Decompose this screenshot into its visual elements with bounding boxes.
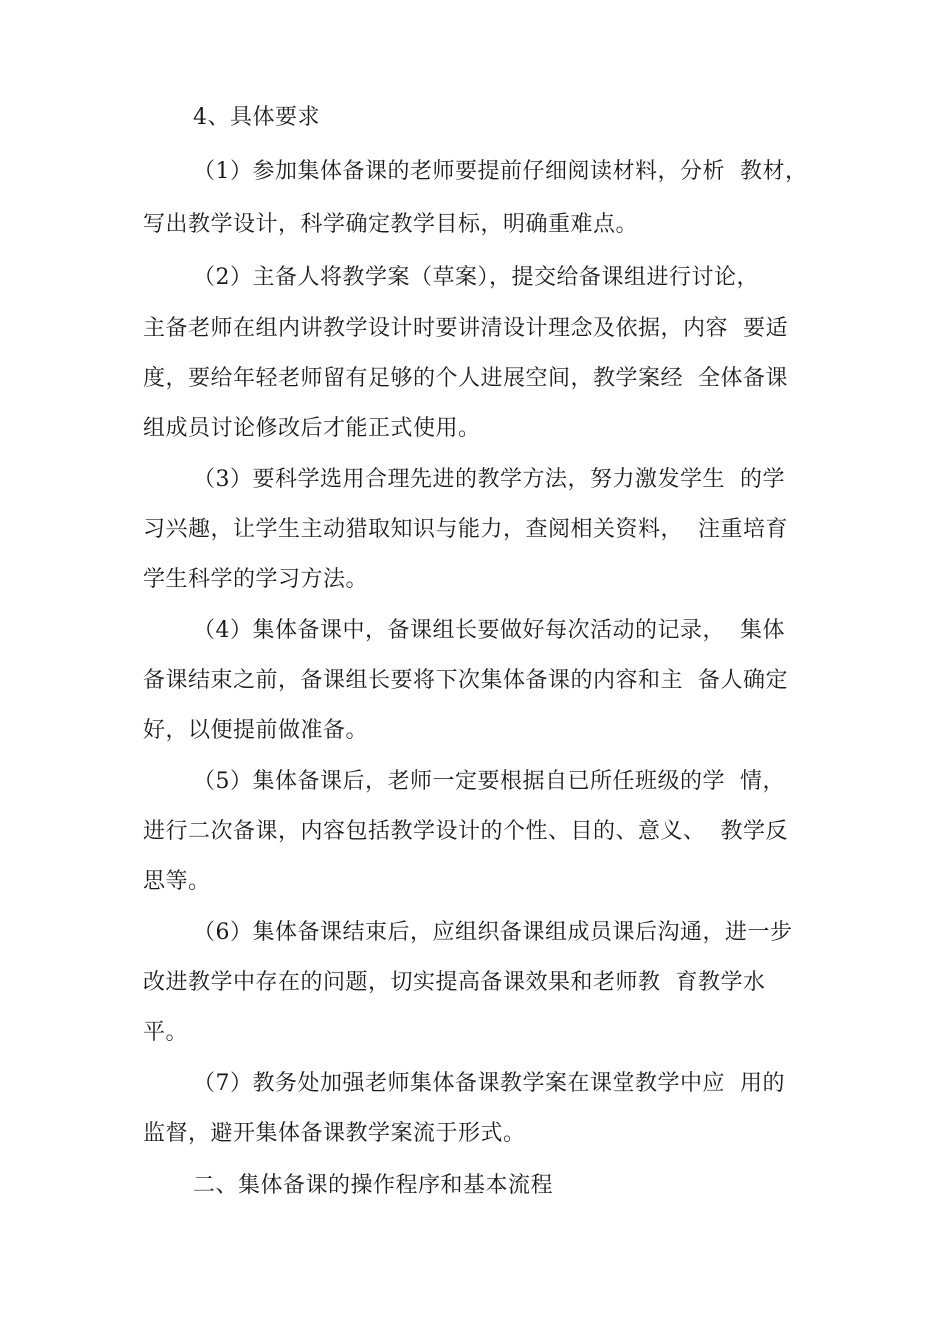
item-5-line-1: （5）集体备课后，老师一定要根据自已所任班级的学 情， xyxy=(193,769,785,794)
item-6-line-1: （6）集体备课结束后，应组织备课组成员课后沟通，进一步 xyxy=(193,920,793,945)
item-5-line-2: 进行二次备课，内容包括教学设计的个性、目的、意义、 教学反 xyxy=(143,819,788,844)
item-1-line-1: （1）参加集体备课的老师要提前仔细阅读材料，分析 教材， xyxy=(193,159,808,184)
item-6-line-3: 平。 xyxy=(143,1020,189,1045)
item-6-line-2: 改进教学中存在的问题，切实提高备课效果和老师教 育教学水 xyxy=(143,970,766,995)
item-2-line-2: 主备老师在组内讲教学设计时要讲清设计理念及依据，内容 要适 xyxy=(143,316,788,341)
item-5-line-3: 思等。 xyxy=(143,869,211,894)
item-2-line-4: 组成员讨论修改后才能正式使用。 xyxy=(143,416,481,441)
item-3-line-1: （3）要科学选用合理先进的教学方法，努力激发学生 的学 xyxy=(193,467,785,492)
item-3-line-3: 学生科学的学习方法。 xyxy=(143,567,369,592)
item-4-line-1: （4）集体备课中，备课组长要做好每次活动的记录， 集体 xyxy=(193,618,785,643)
item-2-line-1: （2）主备人将教学案（草案），提交给备课组进行讨论， xyxy=(193,265,759,290)
item-7-line-2: 监督，避开集体备课教学案流于形式。 xyxy=(143,1121,526,1146)
item-4-line-2: 备课结束之前，备课组长要将下次集体备课的内容和主 备人确定 xyxy=(143,668,788,693)
heading-requirements: 4、具体要求 xyxy=(193,105,320,130)
item-1-line-2: 写出教学设计，科学确定教学目标，明确重难点。 xyxy=(143,212,639,237)
item-2-line-3: 度，要给年轻老师留有足够的个人进展空间，教学案经 全体备课 xyxy=(143,366,788,391)
heading-section-two: 二、集体备课的操作程序和基本流程 xyxy=(193,1173,554,1198)
item-7-line-1: （7）教务处加强老师集体备课教学案在课堂教学中应 用的 xyxy=(193,1071,785,1096)
item-3-line-2: 习兴趣，让学生主动猎取知识与能力，查阅相关资料， 注重培育 xyxy=(143,517,788,542)
item-4-line-3: 好，以便提前做准备。 xyxy=(143,718,369,743)
